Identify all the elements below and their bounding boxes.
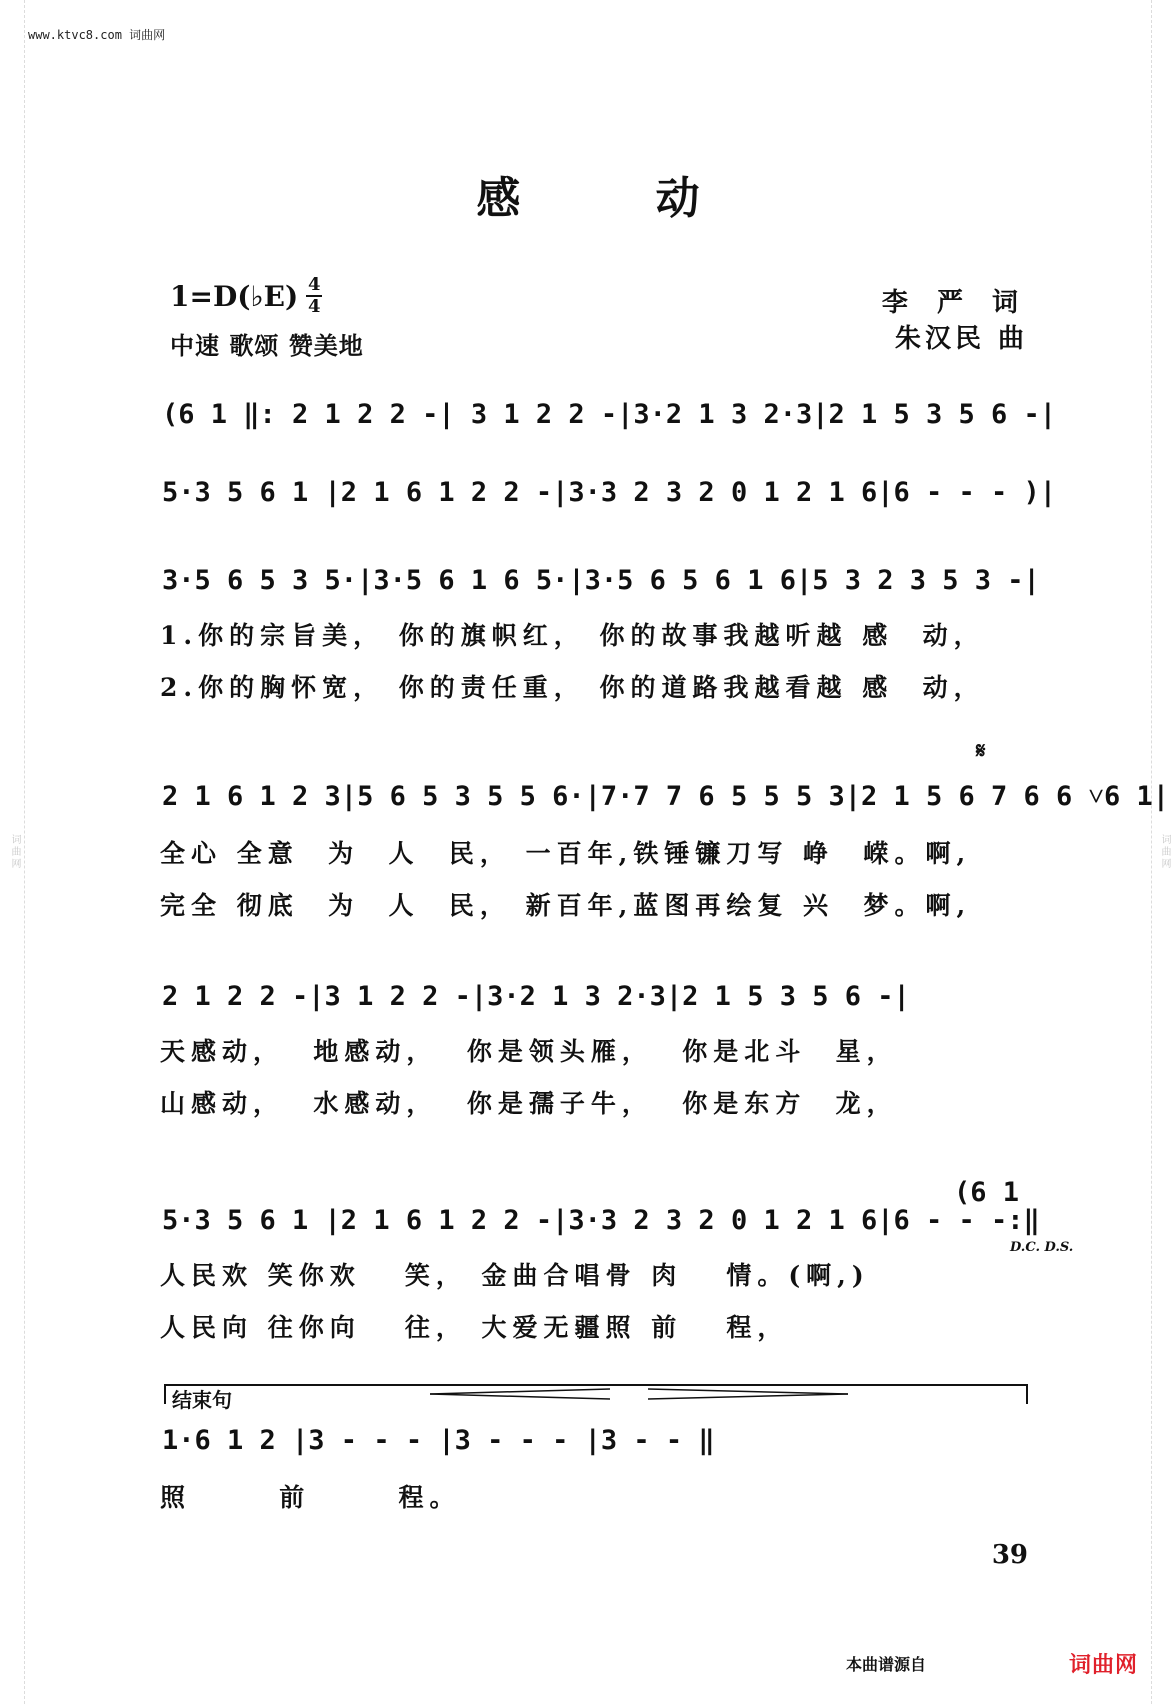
music-line-2: 5·3 5 6 1 |2 1 6 1 2 2 -|3·3 2 3 2 0 1 2 1 6|6 - - - )|	[162, 477, 1057, 508]
lyric-line-2: 2.你的胸怀宽， 你的责任重， 你的道路我越看越 感 动，	[160, 673, 985, 702]
music-line-6: 5·3 5 6 1 |2 1 6 1 2 2 -|3·3 2 3 2 0 1 2 1 6|6 - - -:‖	[162, 1205, 1040, 1236]
site-logo[interactable]: 词曲网	[1068, 1653, 1138, 1678]
key-text: 1=D(♭E)	[170, 279, 299, 313]
time-bottom: 4	[308, 296, 321, 317]
page-number: 39	[991, 1540, 1028, 1570]
lyric-line-7: 人民欢 笑你欢 笑， 金曲合唱骨 肉 情。(啊,)	[160, 1261, 870, 1290]
lyric-line-1: 1.你的宗旨美， 你的旗帜红， 你的故事我越听越 感 动，	[160, 621, 985, 650]
crescendo-hairpin-1	[430, 1388, 610, 1400]
lyric-line-9: 照 前 程。	[160, 1483, 461, 1512]
time-signature	[306, 276, 322, 316]
source-note: 本曲谱源自	[845, 1655, 926, 1674]
key-signature	[170, 276, 322, 316]
lyric-line-5: 天感动， 地感动， 你是领头雁， 你是北斗 星，	[160, 1037, 898, 1066]
left-watermark-strip	[2, 0, 25, 1704]
left-watermark-text: 词曲网	[9, 834, 20, 870]
crescendo-hairpin-2	[648, 1388, 848, 1400]
repeat-intro: (6 1	[954, 1177, 1020, 1208]
lyric-line-6: 山感动， 水感动， 你是孺子牛， 你是东方 龙，	[160, 1089, 898, 1118]
music-line-7: 1·6 1 2 |3 - - - |3 - - - |3 - - ‖	[162, 1425, 715, 1456]
right-watermark-text: 词曲网	[1159, 834, 1170, 870]
lyric-line-8: 人民向 往你向 往， 大爱无疆照 前 程，	[160, 1313, 789, 1342]
music-line-4: 2 1 6 1 2 3|5 6 5 3 5 5 6·|7·7 7 6 5 5 5 3|2 1 5 6 7 6 6 ˅6 1|	[162, 781, 1169, 812]
time-top: 4	[308, 274, 321, 295]
lyricist-credit: 李 严 词	[881, 288, 1028, 318]
ending-label: 结束句	[172, 1388, 232, 1412]
right-watermark-strip	[1151, 0, 1174, 1704]
lyric-line-3: 全心 全意 为 人 民， 一百年,铁锤镰刀写 峥 嵘。啊,	[160, 839, 972, 868]
lyric-line-4: 完全 彻底 为 人 民， 新百年,蓝图再绘复 兴 梦。啊,	[160, 891, 972, 920]
music-line-5: 2 1 2 2 -|3 1 2 2 -|3·2 1 3 2·3|2 1 5 3 5 6 -|	[162, 981, 910, 1012]
site-url[interactable]: www.ktvc8.com 词曲网	[28, 28, 166, 42]
tempo-marking: 中速 歌颂 赞美地	[170, 332, 364, 360]
dc-ds-mark: D.C. D.S.	[1010, 1240, 1074, 1255]
music-line-3: 3·5 6 5 3 5·|3·5 6 1 6 5·|3·5 6 5 6 1 6|5 3 2 3 5 3 -|	[162, 565, 1040, 596]
segno-sign: 𝄋	[976, 738, 986, 764]
song-title: 感 动	[476, 173, 760, 224]
composer-credit: 朱汉民 曲	[894, 324, 1028, 354]
music-line-1: (6 1 ‖: 2 1 2 2 -| 3 1 2 2 -|3·2 1 3 2·3|2 1 5 3 5 6 -|	[162, 399, 1057, 430]
